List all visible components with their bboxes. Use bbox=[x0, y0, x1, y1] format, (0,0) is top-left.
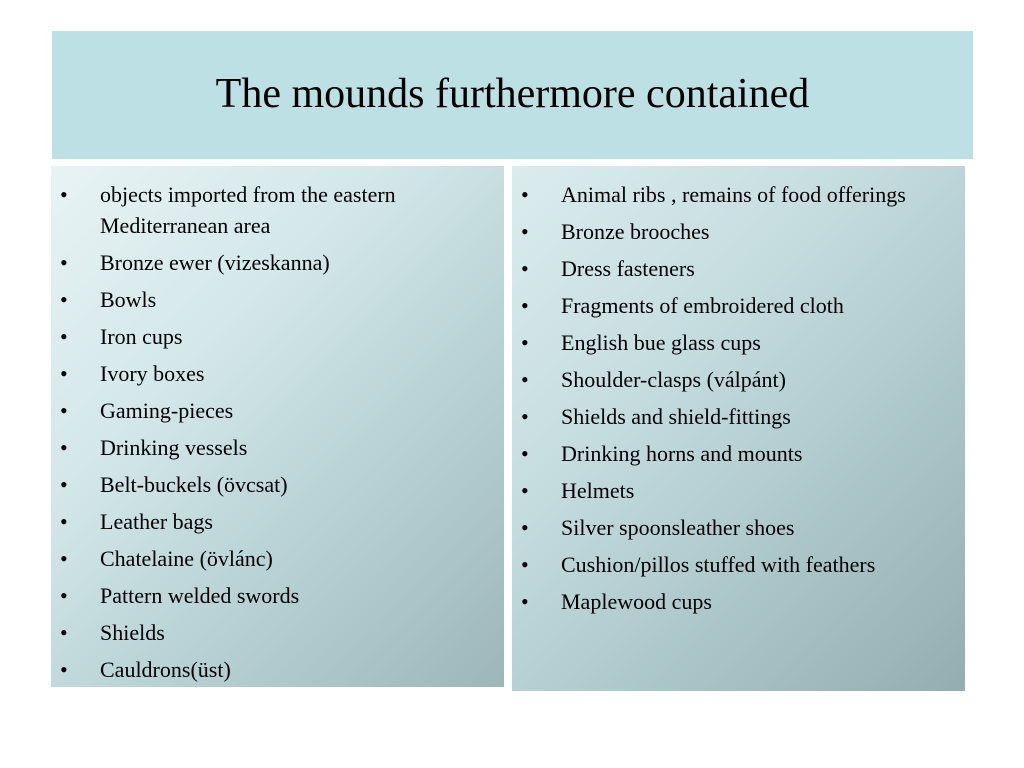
list-item-text: Shields bbox=[100, 620, 165, 645]
list-item-text: Cauldrons(üst) bbox=[100, 657, 231, 682]
list-item-text: Bowls bbox=[100, 287, 157, 312]
list-item-text: Helmets bbox=[561, 478, 635, 503]
bullet-icon: • bbox=[60, 324, 68, 349]
list-item-text: Drinking horns and mounts bbox=[561, 441, 803, 466]
list-item bbox=[51, 543, 490, 574]
list-item bbox=[51, 284, 490, 315]
list-item-text: Shoulder-clasps (válpánt) bbox=[561, 367, 786, 392]
list-item bbox=[512, 512, 951, 543]
bullet-icon: • bbox=[521, 256, 529, 281]
list-item bbox=[51, 580, 490, 611]
bullet-icon: • bbox=[60, 250, 68, 275]
list-item bbox=[51, 247, 490, 278]
bullet-icon: • bbox=[521, 219, 529, 244]
slide-title: The mounds furthermore contained bbox=[215, 71, 810, 117]
bullet-icon: • bbox=[521, 478, 529, 503]
bullet-icon: • bbox=[521, 404, 529, 429]
list-item-text: Shields and shield-fittings bbox=[561, 404, 791, 429]
list-item bbox=[512, 253, 951, 284]
list-item-text: Cushion/pillos stuffed with feathers bbox=[561, 552, 876, 577]
list-item-text: Dress fasteners bbox=[561, 256, 695, 281]
left-bullet-list bbox=[51, 179, 490, 685]
list-item bbox=[512, 290, 951, 321]
list-item bbox=[51, 617, 490, 648]
list-item bbox=[51, 654, 490, 685]
list-item-text: Fragments of embroidered cloth bbox=[561, 293, 844, 318]
bullet-icon: • bbox=[521, 182, 529, 207]
list-item bbox=[512, 586, 951, 617]
left-content-column bbox=[51, 166, 504, 687]
list-item bbox=[51, 432, 490, 463]
list-item-text: Maplewood cups bbox=[561, 589, 712, 614]
list-item-text: Silver spoonsleather shoes bbox=[561, 515, 795, 540]
list-item bbox=[512, 327, 951, 358]
list-item bbox=[51, 358, 490, 389]
bullet-icon: • bbox=[521, 589, 529, 614]
list-item-text: objects imported from the eastern Mediterranean area bbox=[100, 182, 396, 238]
bullet-icon: • bbox=[60, 620, 68, 645]
bullet-icon: • bbox=[521, 552, 529, 577]
bullet-icon: • bbox=[60, 182, 68, 207]
list-item bbox=[51, 469, 490, 500]
bullet-icon: • bbox=[60, 546, 68, 571]
list-item-text: Belt-buckels (övcsat) bbox=[100, 472, 288, 497]
list-item-text: Iron cups bbox=[100, 324, 183, 349]
slide-title-box bbox=[52, 31, 973, 159]
bullet-icon: • bbox=[521, 515, 529, 540]
bullet-icon: • bbox=[521, 441, 529, 466]
list-item bbox=[51, 395, 490, 426]
list-item-text: English bue glass cups bbox=[561, 330, 761, 355]
list-item-text: Bronze ewer (vizeskanna) bbox=[100, 250, 330, 275]
list-item-text: Leather bags bbox=[100, 509, 213, 534]
bullet-icon: • bbox=[60, 657, 68, 682]
list-item bbox=[512, 179, 951, 210]
bullet-icon: • bbox=[60, 472, 68, 497]
bullet-icon: • bbox=[60, 435, 68, 460]
bullet-icon: • bbox=[60, 361, 68, 386]
right-content-column bbox=[512, 166, 965, 691]
bullet-icon: • bbox=[60, 509, 68, 534]
list-item-text: Chatelaine (övlánc) bbox=[100, 546, 273, 571]
bullet-icon: • bbox=[60, 583, 68, 608]
list-item bbox=[51, 506, 490, 537]
list-item bbox=[512, 364, 951, 395]
bullet-icon: • bbox=[60, 398, 68, 423]
list-item-text: Animal ribs , remains of food offerings bbox=[561, 182, 906, 207]
bullet-icon: • bbox=[521, 367, 529, 392]
right-bullet-list bbox=[512, 179, 951, 617]
list-item bbox=[512, 216, 951, 247]
bullet-icon: • bbox=[521, 293, 529, 318]
list-item bbox=[51, 321, 490, 352]
list-item bbox=[512, 549, 951, 580]
list-item-text: Drinking vessels bbox=[100, 435, 248, 460]
list-item-text: Ivory boxes bbox=[100, 361, 205, 386]
bullet-icon: • bbox=[60, 287, 68, 312]
list-item bbox=[512, 475, 951, 506]
bullet-icon: • bbox=[521, 330, 529, 355]
list-item-text: Bronze brooches bbox=[561, 219, 710, 244]
list-item-text: Pattern welded swords bbox=[100, 583, 300, 608]
list-item bbox=[512, 438, 951, 469]
list-item-text: Gaming-pieces bbox=[100, 398, 234, 423]
list-item bbox=[512, 401, 951, 432]
list-item bbox=[51, 179, 490, 241]
